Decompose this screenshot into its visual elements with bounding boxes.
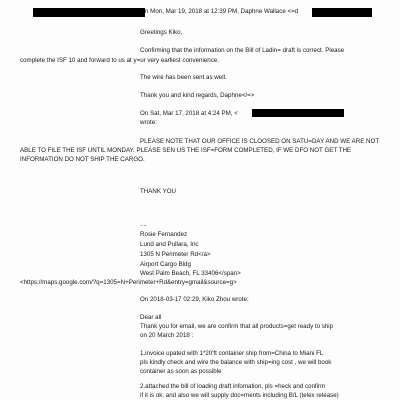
body-line-2: on 20 March 2018 : [140,332,194,339]
signature-street: 1305 N Perimeter Rd</a> [140,251,211,258]
notice-line-1: PLEASE NOTE THAT OUR OFFICE IS CLOOSED ON SATU=DAY AND WE ARE NOT [140,138,380,145]
thank-you: THANK YOU [140,188,176,195]
item2-line-2: if it is ok. and also we will supply doc=ments including B/L (telex release) [140,392,339,399]
signature-building: Airport Cargo Bldg [140,261,191,268]
notice-line-3: INFORMATION DO NOT SHIP THE CARGO. [20,156,145,163]
item1-line-3: container as soon as possible [140,368,222,375]
signature-map-link[interactable]: <https://maps.google.com/?q=1305=N+Perimeter+Rd&entry=gmail&source=g> [20,279,237,286]
signature-separator: .... [140,221,147,228]
signature-company: Lund and Pullara, Inc [140,241,199,248]
redaction-bar [252,109,344,117]
wrote-line: wrote: [140,119,157,126]
body-line-1: Thank you for email, we are confirm that all products=get ready to ship [140,323,334,330]
notice-line-2: ABLE TO FILE THE ISF UNTIL MONDAY. PLEASE SEN US THE ISF=FORM COMPLETED, IF WE DFO NOT GET THE [20,147,352,154]
confirm-line-1: Confirming that the information on the Bill of Ladin= draft is correct. Please [140,47,345,54]
kiko-quote-line: On 2018-03-17 02:29, Kiko Zhou wrote: [140,296,249,303]
item2-line-1: 2.attached the bill of loading draft infomation, pls =heck and confirm [140,383,326,390]
item1-line-2: pls kindly check and wire the balance with ship=ing cost , we will book [140,359,332,366]
item1-line-1: 1.invoice upated with 1*20'ft container ship from=China to Miani FL [140,350,324,357]
thanks-line: Thank you and kind regards, Daphne</=> [140,92,255,99]
signature-name: Rosie Fernandez [140,231,188,238]
redaction-bar [312,8,372,17]
confirm-line-2: complete the ISF 10 and forward to us at y=ur very earliest convenience. [20,57,219,64]
signature-city: West Palm Beach, FL 33406</span> [140,270,241,277]
wire-line: The wire has been sent as well. [140,74,227,81]
dear-all: Dear all [140,314,162,321]
greeting: Greetings Kiko, [140,29,183,36]
redaction-bar [33,8,145,17]
sat-quote-line: On Sat, Mar 17, 2018 at 4:24 PM, < [140,110,238,117]
email-header-line: n Mon, Mar 19, 2018 at 12:39 PM, Daphne Wallace <=d [145,8,299,15]
